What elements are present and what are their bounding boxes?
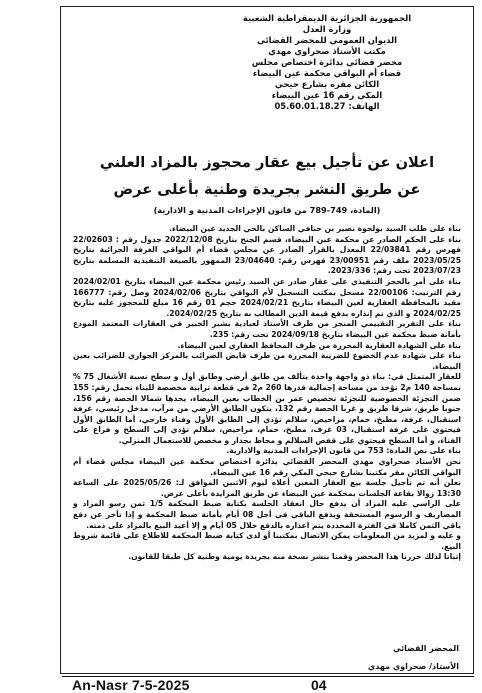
body-paragraph: بناء على طلب السيد بولحوة نصير بن حنافي الساكن بالحي الجديد عين البيضاء. bbox=[169, 224, 461, 233]
notice-body bbox=[73, 224, 461, 563]
body-paragraph: و عليه و لمزيد من المعلومات يمكن الاتصال بمكتبنا أو لدى كتابة ضبط المحكمة للاطلاع على قائمة شروط البيع. bbox=[73, 531, 461, 551]
signature-role: المحضر القضائي bbox=[392, 644, 459, 653]
title-line-2: عن طريق النشر بجريدة وطنية بأعلى عرض bbox=[113, 181, 421, 198]
header-line: المكي رقم 16 عين البيضاء bbox=[271, 90, 383, 100]
body-paragraph: على الراسي عليه المزاد أن يدفع حال انعقاد الجلسة بكتابة ضبط المحكمة 1/5 ثمن رسو المزاد و المصاريف و الرسوم المستحقة ويدفع الباقي في أجل 08 أيام بأمانة ضبط المحكمة و إذا تأخر عن دفع باقي الثمن كاملا في الفترة المحددة يتم اعذاره بالدفع خلال 05 أيام و إلا أعيد البيع بالمزاد على ذمته. bbox=[73, 499, 461, 530]
page-number: 04 bbox=[311, 677, 327, 693]
body-paragraph: بناء على الشهادة العقارية المحررة من طرف المحافظ العقاري لعين البيضاء. bbox=[177, 340, 461, 350]
header-line: قضاء أم البواقي محكمة عين البيضاء bbox=[252, 68, 402, 78]
notice-frame bbox=[60, 6, 474, 674]
body-paragraph: للعقار المتمثل في: بناء ذو واجهة واحدة يتألف من طابق أرضي وطابق أول و سطح نسبة الأشغال 75 % بمساحة 140 م2 تؤخذ من مساحة إجمالية قدرها 260 م2 في قطعة ترابية مخصصة للبناء تحمل رقم: 155 ضمن التجزئة الخصوصية للتجزئة تحصيص عمر بن الخطاب بعين البيضاء، يحدها شمالا الحصة رقم 156، جنوبا طريق، شرقا طريق و غربا الحصة رقم 132، يتكون الطابق الأرضي من مرآب، مدخل رئيسي، غرفة استقبال، غرفة، مطبخ، حمام، مراحيض، سلالم تؤدي إلى الطابق الأول وفناء خارجي، أما الطابق الأول فيحتوي على غرفة استقبال، 03 غرف، مطبخ، حمام، مراحيض، سلالم تؤدي إلى السطح و فراغ على الفناء، و أما السطح فيحتوي على قفص السلالم و محاط بجدار و مخصص للاستعمال المنزلي. bbox=[73, 372, 461, 445]
header-line: محضر قضائي بدائرة اختصاص مجلس bbox=[251, 57, 403, 67]
newspaper-date: An-Nasr 7-5-2025 bbox=[72, 677, 190, 693]
body-paragraph: نحن الأستاذ صحراوي مهدي المحضر القضائي بدائرة اختصاص محكمة عين البيضاء مجلس قضاء أم البواقي الكائن مقر مكتبنا بشارع حيحي المكي رقم 16 عين البيضاء. bbox=[73, 457, 461, 477]
signature-name: الأستاذ/ صحراوي مهدي bbox=[367, 662, 459, 671]
office-header bbox=[197, 13, 457, 112]
header-line: الكائن مقره بشارع حيحي bbox=[274, 79, 380, 89]
legal-reference: (المادة، 749-789 من قانون الإجراءات المدنية و الادارية) bbox=[153, 205, 381, 215]
header-line: الديوان العمومي للمحضر القضائي bbox=[256, 35, 397, 45]
body-paragraph: إثباتا لذلك حررنا هذا المحضر وقمنا بنشر نسخة منه بجريدة يومية وطنية كل طبقا للقانون. bbox=[128, 552, 461, 562]
body-paragraph: بناء على أمر بالحجز التنفيذي على عقار صادر عن السيد رئيس محكمة عين البيضاء بتاريخ 2024/02/01 رقم الترتيب: 22/00106 مسجل بمكتب التسجيل لأم البواقي بتاريخ 2024/02/06 وصل رقم: 166777 مقيد بالمحافظة العقارية لعين البيضاء بتاريخ 2024/02/21 حجم 01 رقم 16 مبلغ للمحجوز عليه بتاريخ 2024/02/25 و الذي تم إنذاره بدفع قيمة الدين المطالب به بتاريخ 2024/02/25. bbox=[73, 276, 461, 318]
header-line: الجمهورية الجزائرية الديمقراطية الشعبية bbox=[242, 13, 412, 23]
header-line: وزارة العدل bbox=[302, 24, 352, 34]
body-paragraph: بناء على التقرير التقييمي المنجز من طرف الأستاذ لعبادية بشير الخبير في العقارات المعتمد المودع بأمانة ضبط محكمة عين البيضاء بتاريخ 2024/09/18 تحت رقم: 235. bbox=[73, 319, 461, 339]
body-paragraph: نعلن أنه تم تأجيل جلسة بيع العقار المعين أعلاه ليوم الاثنين الموافق لـ: 2025/05/26 على الساعة 13:30 زوالا بقاعة الجلسات بمحكمة عين البيضاء عن طريق المزايدة بأعلى عرض. bbox=[73, 478, 461, 498]
notice-title bbox=[81, 149, 453, 203]
header-line: مكتب الأستاذ صحراوي مهدي bbox=[268, 46, 386, 56]
body-paragraph: بناء على نص المادة: 753 من قانون الإجراءات المدنية والادارية. bbox=[226, 446, 461, 456]
body-paragraph: بناء على الحكم الصادر عن محكمة عين البيضاء، قسم الجنح بتاريخ 2022/12/08 جدول رقم : 22/02603 فهرس رقم 22/03841 المعدل بالقرار الصادر عن مجلس قضاء أم البواقي الغرفة الجزائية بتاريخ 2023/05/25 ملف رقم 23/00951 فهرس رقم: 23/04640 الممهور بالصيغة التنفيذية المسلمة بتاريخ 2023/07/23 تحت رقم: 2023/336. bbox=[73, 234, 461, 276]
page-footer bbox=[62, 676, 474, 693]
body-paragraph: بناء على شهادة عدم الخضوع للضريبة المحررة من طرف قابض الضرائب بالمركز الجواري للضرائب بعين البيضاء. bbox=[73, 351, 461, 371]
header-line: الهاتف: 05.60.01.18.27 bbox=[274, 101, 380, 111]
title-line-1: اعلان عن تأجيل بيع عقار محجوز بالمزاد العلني bbox=[99, 154, 435, 171]
